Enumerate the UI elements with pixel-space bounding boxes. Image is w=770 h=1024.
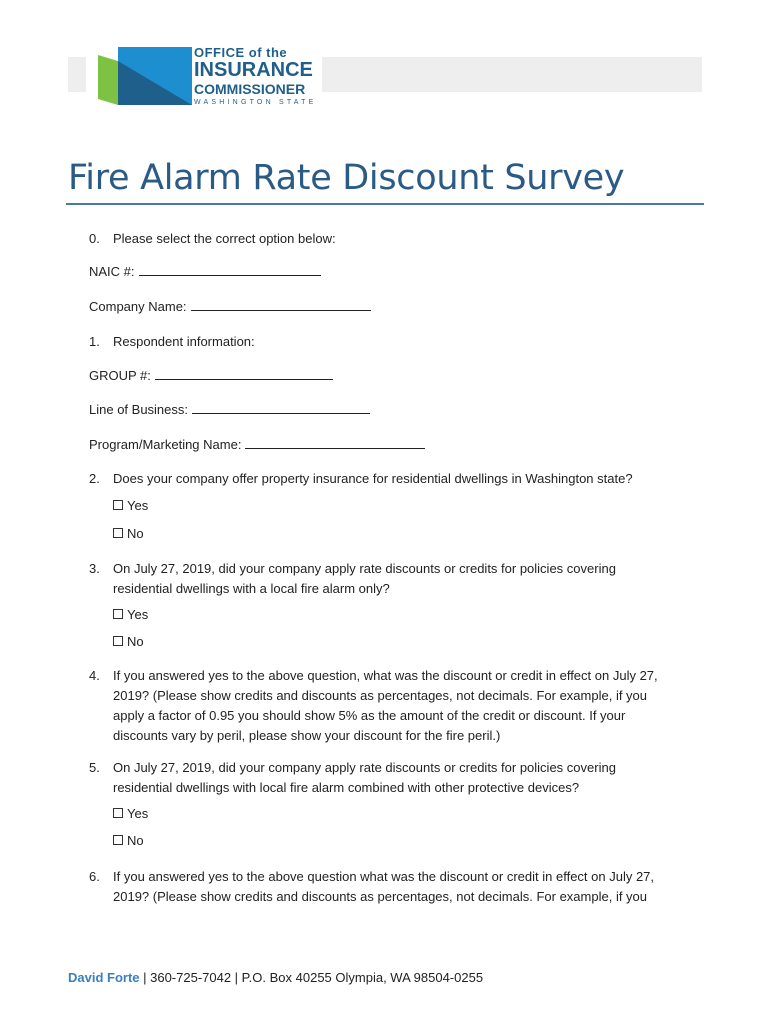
logo-line-4: WASHINGTON STATE [194,99,317,106]
line-of-business-field[interactable] [89,401,370,419]
question-text: Respondent information: [113,334,255,349]
logo-line-1: OFFICE of the [194,45,288,60]
program-marketing-input-line[interactable] [245,437,425,449]
q3-option-yes[interactable] [113,606,148,624]
question-number: 6. [89,869,100,884]
option-label: No [127,526,144,541]
q2-option-no[interactable] [113,525,144,543]
field-label: Program/Marketing Name: [89,437,242,452]
q5-option-yes[interactable] [113,805,148,823]
group-input-line[interactable] [155,368,333,380]
q2-option-yes[interactable] [113,497,148,515]
logo-line-2: INSURANCE [194,59,313,81]
option-label: Yes [127,806,149,821]
option-label: Yes [127,607,149,622]
option-label: No [127,833,144,848]
naic-field[interactable] [89,263,321,281]
question-text-line: 2019? (Please show credits and discounts as percentages, not decimals. For example, if you [113,889,648,904]
question-number: 4. [89,668,100,683]
page-footer [68,969,483,987]
option-label: Yes [127,498,149,513]
question-text-line: 2019? (Please show credits and discounts as percentages, not decimals. For example, if you [113,688,648,703]
checkbox-icon[interactable] [113,835,123,845]
question-number: 0. [89,231,100,246]
logo-line-3: COMMISSIONER [194,81,306,97]
page-title: Fire Alarm Rate Discount Survey [68,158,625,198]
question-text-line: If you answered yes to the above question, what was the discount or credit in effect on July 27, [113,668,658,683]
question-text-line: apply a factor of 0.95 you should show 5% as the amount of the credit or discount. If your [113,708,626,723]
oic-logo-mark-icon [98,47,192,105]
oic-logo [86,42,322,108]
contact-name: David Forte [68,970,140,985]
q3-option-no[interactable] [113,633,144,651]
field-label: Company Name: [89,299,187,314]
line-of-business-input-line[interactable] [192,402,370,414]
question-number: 3. [89,561,100,576]
checkbox-icon[interactable] [113,636,123,646]
question-text-line: residential dwellings with a local fire alarm only? [113,581,390,596]
question-text-line: If you answered yes to the above question what was the discount or credit in effect on July 27, [113,869,655,884]
field-label: NAIC #: [89,264,135,279]
group-field[interactable] [89,367,333,385]
checkbox-icon[interactable] [113,500,123,510]
checkbox-icon[interactable] [113,808,123,818]
q5-option-no[interactable] [113,832,144,850]
field-label: Line of Business: [89,402,189,417]
question-text: Does your company offer property insurance for residential dwellings in Washington state? [113,471,633,486]
logo-wordmark [194,45,317,108]
question-text-line: On July 27, 2019, did your company apply rate discounts or credits for policies covering [113,760,616,775]
question-text-line: discounts vary by peril, please show your discount for the fire peril.) [113,728,501,743]
program-marketing-field[interactable] [89,436,425,454]
question-text-line: On July 27, 2019, did your company apply rate discounts or credits for policies covering [113,561,616,576]
checkbox-icon[interactable] [113,528,123,538]
option-label: No [127,634,144,649]
contact-details: | 360-725-7042 | P.O. Box 40255 Olympia, WA 98504-0255 [139,970,484,985]
question-number: 2. [89,471,100,486]
naic-input-line[interactable] [139,264,321,276]
company-name-field[interactable] [89,298,371,316]
question-number: 1. [89,334,100,349]
question-number: 5. [89,760,100,775]
question-text-line: residential dwellings with local fire alarm combined with other protective devices? [113,780,580,795]
company-name-input-line[interactable] [191,299,371,311]
question-text: Please select the correct option below: [113,231,336,246]
title-divider [66,203,704,205]
checkbox-icon[interactable] [113,609,123,619]
field-label: GROUP #: [89,368,151,383]
